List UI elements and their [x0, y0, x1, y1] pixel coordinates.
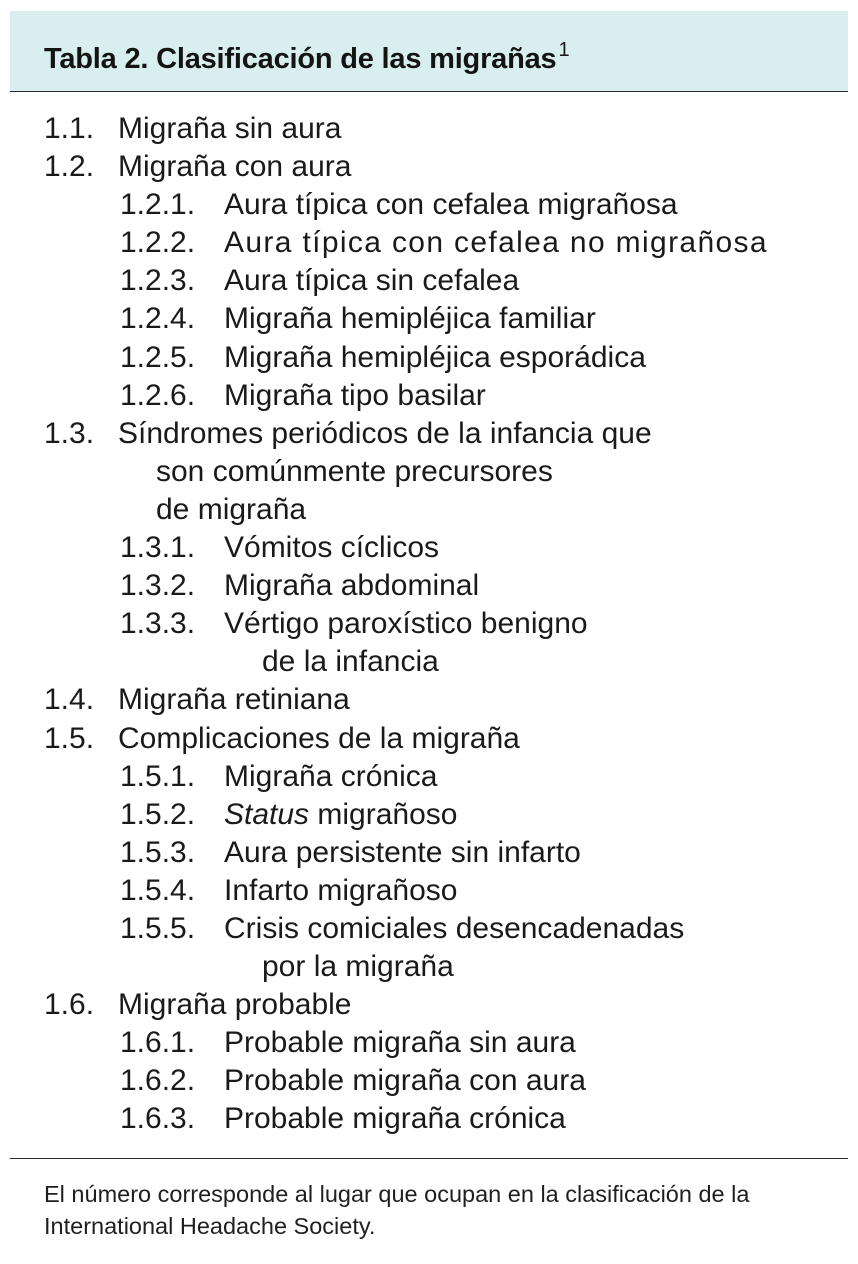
item-number: 1.3.2.	[120, 569, 196, 603]
list-item-continuation	[0, 948, 858, 986]
list-item-1-4	[0, 681, 858, 719]
item-number: 1.2.4.	[120, 302, 196, 336]
list-item-1-2-1	[0, 186, 858, 224]
item-label: Migraña con aura	[118, 150, 352, 184]
item-label: Síndromes periódicos de la infancia que	[118, 416, 652, 450]
item-number: 1.1.	[44, 112, 95, 145]
item-label-continuation: de migraña	[156, 492, 307, 526]
item-label: Vértigo paroxístico benigno	[224, 607, 588, 641]
list-item-1-3-2	[0, 567, 858, 605]
list-item-1-5	[0, 720, 858, 758]
list-item-1-3	[0, 415, 858, 453]
item-label: Aura típica con cefalea no migrañosa	[224, 226, 768, 260]
item-label-rest: migrañoso	[309, 797, 458, 831]
item-label	[224, 796, 457, 834]
item-label: Probable migraña crónica	[224, 1102, 566, 1136]
footer-divider	[10, 1158, 848, 1159]
item-label: Migraña abdominal	[224, 569, 480, 603]
item-number: 1.5.4.	[120, 873, 196, 907]
list-item-1-3-1	[0, 529, 858, 567]
item-number: 1.2.2.	[120, 226, 196, 260]
item-label: Aura persistente sin infarto	[224, 835, 581, 869]
list-item-1-5-1	[0, 758, 858, 796]
item-label: Migraña hemipléjica esporádica	[224, 340, 646, 374]
table-title	[44, 39, 569, 76]
list-item-1-1	[0, 110, 858, 148]
item-label-continuation: son comúnmente precursores	[156, 454, 553, 488]
list-item-1-6-2	[0, 1062, 858, 1100]
list-item-1-2-4	[0, 300, 858, 338]
item-label: Complicaciones de la migraña	[118, 721, 520, 755]
list-item-1-2-2	[0, 224, 858, 262]
item-number: 1.3.3.	[120, 607, 196, 641]
title-footnote-marker: 1	[558, 39, 570, 61]
item-number: 1.2.3.	[120, 264, 196, 298]
item-number: 1.3.1.	[120, 531, 196, 565]
item-number: 1.6.1.	[120, 1026, 196, 1060]
item-number: 1.5.1.	[120, 759, 196, 793]
table-footnote: El número corresponde al lugar que ocupan en la clasificación de la International Headache Society.	[44, 1181, 750, 1239]
list-item-1-5-3	[0, 834, 858, 872]
list-item-1-3-3	[0, 605, 858, 643]
list-item-1-5-2	[0, 796, 858, 834]
item-number: 1.2.	[44, 150, 95, 184]
item-number: 1.2.5.	[120, 340, 196, 374]
item-label: Probable migraña sin aura	[224, 1026, 576, 1060]
list-item-1-2	[0, 148, 858, 186]
list-item-continuation	[0, 643, 858, 681]
item-number: 1.5.2.	[120, 797, 196, 831]
item-number: 1.3.	[44, 416, 95, 450]
item-number: 1.5.	[44, 721, 95, 755]
item-label: Migraña probable	[118, 988, 352, 1022]
item-number: 1.2.1.	[120, 188, 196, 222]
item-number: 1.6.3.	[120, 1102, 196, 1136]
item-number: 1.5.3.	[120, 835, 196, 869]
item-label: Infarto migrañoso	[224, 873, 458, 907]
list-item-1-6-3	[0, 1100, 858, 1138]
item-number: 1.6.2.	[120, 1064, 196, 1098]
list-item-1-2-3	[0, 262, 858, 300]
table-header	[10, 11, 848, 92]
list-item-continuation	[0, 491, 858, 529]
item-label: Aura típica con cefalea migrañosa	[224, 188, 678, 222]
list-item-1-2-5	[0, 339, 858, 377]
item-label: Migraña crónica	[224, 759, 438, 793]
item-label: Probable migraña con aura	[224, 1064, 586, 1098]
item-label-italic: Status	[224, 797, 310, 831]
list-item-1-5-5	[0, 910, 858, 948]
item-label: Crisis comiciales desencadenadas	[224, 911, 685, 945]
list-item-continuation	[0, 453, 858, 491]
item-label: Migraña tipo basilar	[224, 378, 486, 412]
list-item-1-5-4	[0, 872, 858, 910]
item-number: 1.5.5.	[120, 911, 196, 945]
classification-list	[0, 110, 858, 1139]
item-number: 1.2.6.	[120, 378, 196, 412]
item-label: Migraña hemipléjica familiar	[224, 302, 596, 336]
item-label-continuation: por la migraña	[262, 950, 454, 984]
item-number: 1.4.	[44, 683, 95, 717]
item-label: Aura típica sin cefalea	[224, 264, 520, 298]
list-item-1-6-1	[0, 1024, 858, 1062]
item-label: Vómitos cíclicos	[224, 531, 440, 565]
list-item-1-2-6	[0, 377, 858, 415]
item-label-continuation: de la infancia	[262, 645, 439, 679]
item-label: Migraña retiniana	[118, 683, 350, 717]
table-title-text: Tabla 2. Clasificación de las migrañas	[44, 43, 557, 75]
item-label: Migraña sin aura	[118, 112, 342, 145]
item-number: 1.6.	[44, 988, 95, 1022]
list-item-1-6	[0, 986, 858, 1024]
